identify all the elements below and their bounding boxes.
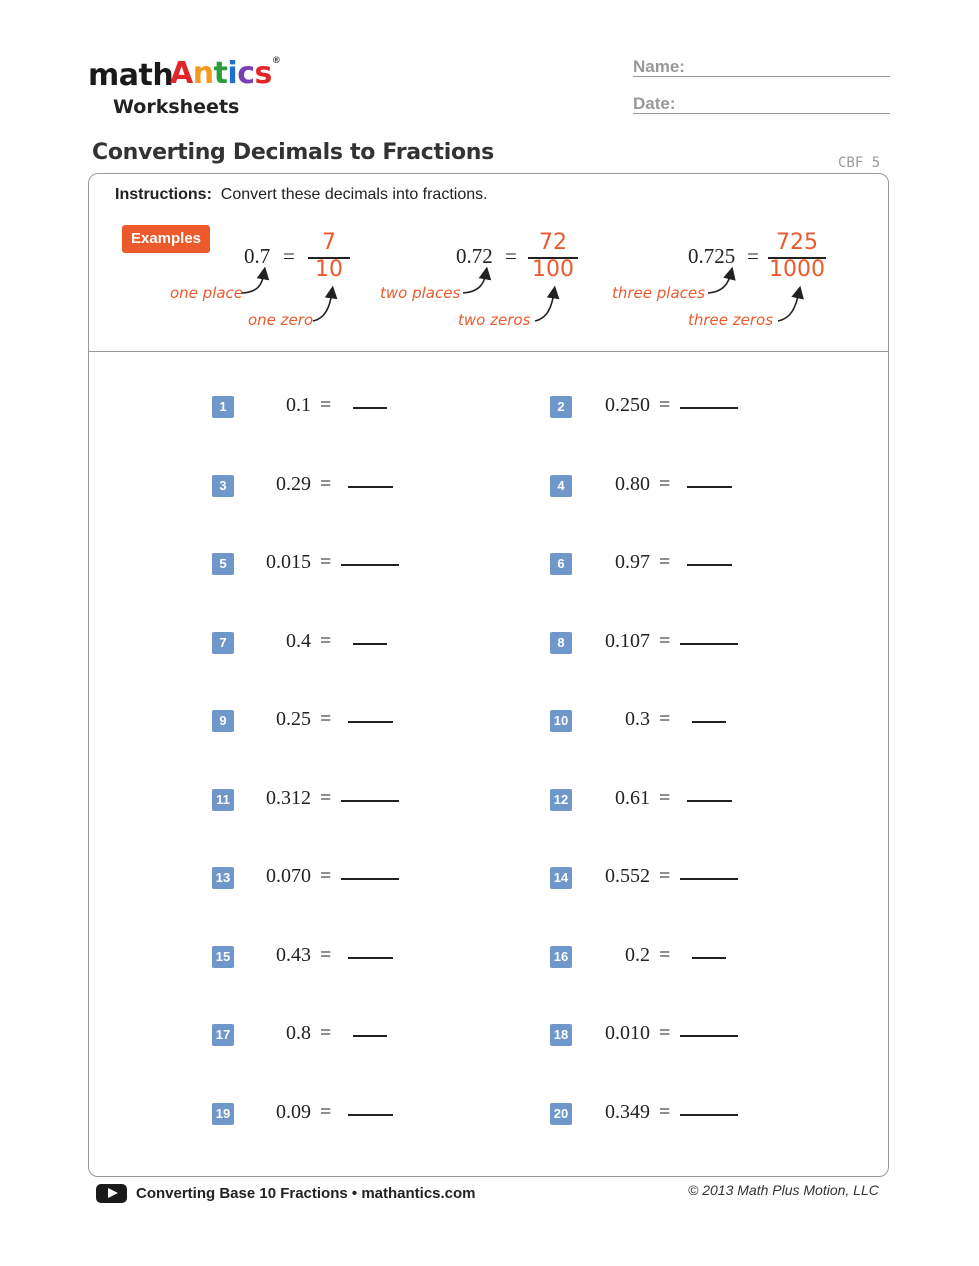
problem-number: 10 bbox=[550, 710, 572, 732]
problem-number: 8 bbox=[550, 632, 572, 654]
answer-fraction-blank[interactable] bbox=[341, 800, 399, 802]
problem-decimal: 0.8 bbox=[286, 1022, 311, 1044]
denominator: 1000 bbox=[769, 257, 825, 282]
problem-number: 4 bbox=[550, 475, 572, 497]
example-decimal: 0.72 bbox=[456, 244, 493, 268]
example-note-places: one place bbox=[170, 284, 244, 302]
problem-decimal: 0.25 bbox=[276, 708, 311, 730]
answer-fraction-blank[interactable] bbox=[680, 878, 738, 880]
example-note-zeros: three zeros bbox=[688, 311, 774, 329]
logo-letter: i bbox=[227, 56, 238, 91]
problem-number: 5 bbox=[212, 553, 234, 575]
example-note-zeros: one zero bbox=[248, 311, 314, 329]
problem-equals: = bbox=[659, 551, 671, 573]
instructions-label: Instructions: bbox=[115, 186, 212, 203]
answer-fraction-blank[interactable] bbox=[680, 1035, 738, 1037]
answer-fraction-blank[interactable] bbox=[341, 878, 399, 880]
name-label: Name: bbox=[633, 57, 685, 76]
answer-fraction-blank[interactable] bbox=[341, 564, 399, 566]
arrow-icon bbox=[535, 292, 554, 321]
answer-fraction-blank[interactable] bbox=[680, 407, 738, 409]
answer-fraction-blank[interactable] bbox=[353, 1035, 387, 1037]
logo-math: math bbox=[88, 58, 174, 93]
numerator: 725 bbox=[776, 230, 818, 255]
answer-fraction-blank[interactable] bbox=[348, 1114, 393, 1116]
problem-decimal: 0.1 bbox=[286, 394, 311, 416]
problem-number: 12 bbox=[550, 789, 572, 811]
example-equals: = bbox=[505, 244, 517, 268]
problem-equals: = bbox=[320, 551, 332, 573]
logo-worksheets: Worksheets bbox=[113, 96, 240, 118]
problem-decimal: 0.61 bbox=[615, 787, 650, 809]
problem-number: 18 bbox=[550, 1024, 572, 1046]
problem-number: 13 bbox=[212, 867, 234, 889]
example-decimal: 0.725 bbox=[688, 244, 736, 268]
example-arrows bbox=[0, 0, 979, 360]
footer-link[interactable]: Converting Base 10 Fractions • mathantics.com bbox=[136, 1185, 476, 1202]
example-decimal: 0.7 bbox=[244, 244, 271, 268]
example-note-places: three places bbox=[612, 284, 705, 302]
problem-number: 7 bbox=[212, 632, 234, 654]
problem-equals: = bbox=[320, 865, 332, 887]
problem-number: 17 bbox=[212, 1024, 234, 1046]
answer-fraction-blank[interactable] bbox=[687, 800, 732, 802]
problem-equals: = bbox=[659, 473, 671, 495]
problem-decimal: 0.29 bbox=[276, 473, 311, 495]
problem-decimal: 0.552 bbox=[605, 865, 650, 887]
problem-equals: = bbox=[320, 1022, 332, 1044]
logo-letter: s bbox=[254, 56, 272, 91]
problem-number: 6 bbox=[550, 553, 572, 575]
answer-fraction-blank[interactable] bbox=[353, 643, 387, 645]
play-icon[interactable] bbox=[96, 1184, 127, 1203]
problem-decimal: 0.015 bbox=[266, 551, 311, 573]
problem-number: 16 bbox=[550, 946, 572, 968]
denominator: 100 bbox=[532, 257, 574, 282]
copyright: © 2013 Math Plus Motion, LLC bbox=[688, 1182, 879, 1198]
problem-number: 15 bbox=[212, 946, 234, 968]
problem-equals: = bbox=[659, 394, 671, 416]
arrow-icon bbox=[242, 273, 264, 293]
arrow-icon bbox=[708, 273, 731, 293]
logo-letter: t bbox=[213, 56, 228, 91]
problem-equals: = bbox=[659, 787, 671, 809]
problem-decimal: 0.2 bbox=[625, 944, 650, 966]
answer-fraction-blank[interactable] bbox=[348, 957, 393, 959]
problem-decimal: 0.97 bbox=[615, 551, 650, 573]
logo-letter: c bbox=[237, 56, 255, 91]
problem-number: 20 bbox=[550, 1103, 572, 1125]
problem-equals: = bbox=[320, 787, 332, 809]
answer-fraction-blank[interactable] bbox=[680, 643, 738, 645]
example-equals: = bbox=[283, 244, 295, 268]
examples-badge: Examples bbox=[122, 225, 210, 253]
problem-equals: = bbox=[659, 708, 671, 730]
problem-decimal: 0.43 bbox=[276, 944, 311, 966]
problem-decimal: 0.3 bbox=[625, 708, 650, 730]
answer-fraction-blank[interactable] bbox=[353, 407, 387, 409]
date-label: Date: bbox=[633, 94, 676, 113]
answer-fraction-blank[interactable] bbox=[348, 486, 393, 488]
problem-equals: = bbox=[320, 394, 332, 416]
problem-equals: = bbox=[320, 708, 332, 730]
answer-fraction-blank[interactable] bbox=[692, 957, 726, 959]
problem-equals: = bbox=[320, 473, 332, 495]
problem-number: 11 bbox=[212, 789, 234, 811]
problem-decimal: 0.80 bbox=[615, 473, 650, 495]
problem-equals: = bbox=[320, 630, 332, 652]
answer-fraction-blank[interactable] bbox=[692, 721, 726, 723]
problem-equals: = bbox=[320, 944, 332, 966]
arrow-icon bbox=[313, 292, 332, 321]
answer-fraction-blank[interactable] bbox=[687, 564, 732, 566]
worksheet-code: CBF 5 bbox=[838, 155, 881, 171]
problem-decimal: 0.312 bbox=[266, 787, 311, 809]
problem-decimal: 0.4 bbox=[286, 630, 311, 652]
problem-number: 9 bbox=[212, 710, 234, 732]
denominator: 10 bbox=[315, 257, 343, 282]
logo-letter: n bbox=[192, 56, 214, 91]
logo-letter: A bbox=[170, 56, 193, 91]
problem-equals: = bbox=[659, 865, 671, 887]
registered-mark: ® bbox=[271, 56, 281, 66]
problem-decimal: 0.09 bbox=[276, 1101, 311, 1123]
problem-number: 1 bbox=[212, 396, 234, 418]
problem-equals: = bbox=[659, 1022, 671, 1044]
example-note-zeros: two zeros bbox=[458, 311, 531, 329]
problem-equals: = bbox=[320, 1101, 332, 1123]
problem-number: 19 bbox=[212, 1103, 234, 1125]
arrow-icon bbox=[778, 292, 799, 321]
page-title: Converting Decimals to Fractions bbox=[92, 140, 494, 165]
problem-number: 2 bbox=[550, 396, 572, 418]
numerator: 72 bbox=[539, 230, 567, 255]
numerator: 7 bbox=[322, 230, 336, 255]
arrow-icon bbox=[463, 273, 486, 293]
problem-decimal: 0.010 bbox=[605, 1022, 650, 1044]
instructions-text: Convert these decimals into fractions. bbox=[220, 186, 488, 203]
problem-decimal: 0.070 bbox=[266, 865, 311, 887]
problem-decimal: 0.250 bbox=[605, 394, 650, 416]
problem-number: 14 bbox=[550, 867, 572, 889]
example-note-places: two places bbox=[380, 284, 461, 302]
problem-number: 3 bbox=[212, 475, 234, 497]
problem-equals: = bbox=[659, 630, 671, 652]
problem-equals: = bbox=[659, 1101, 671, 1123]
example-equals: = bbox=[747, 244, 759, 268]
problem-decimal: 0.107 bbox=[605, 630, 650, 652]
problem-equals: = bbox=[659, 944, 671, 966]
answer-fraction-blank[interactable] bbox=[687, 486, 732, 488]
answer-fraction-blank[interactable] bbox=[348, 721, 393, 723]
answer-fraction-blank[interactable] bbox=[680, 1114, 738, 1116]
problem-decimal: 0.349 bbox=[605, 1101, 650, 1123]
